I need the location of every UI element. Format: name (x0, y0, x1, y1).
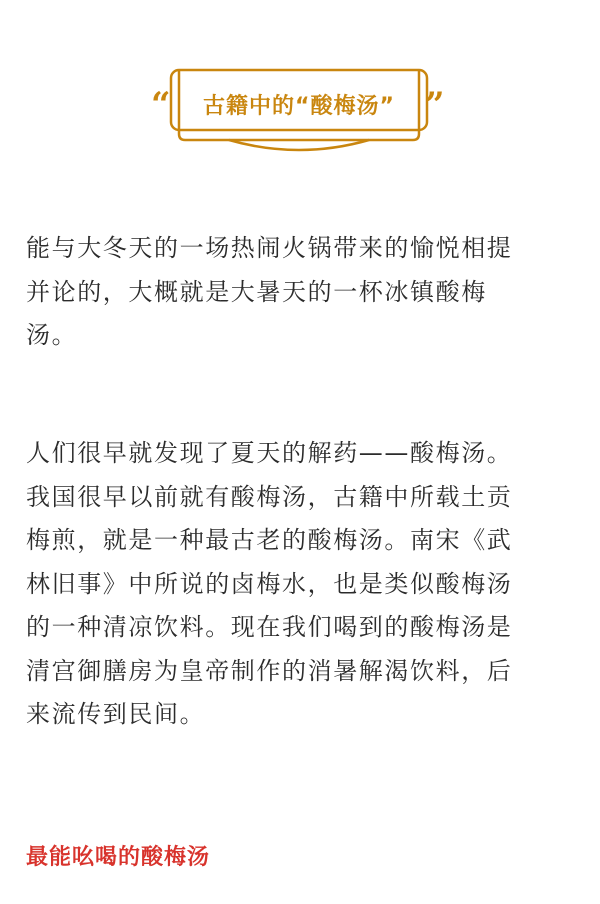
open-quote-icon: “ (151, 85, 171, 125)
section-heading: 最能吆喝的酸梅汤 (26, 845, 211, 870)
close-quote-icon: ” (425, 85, 445, 125)
title-banner (169, 68, 429, 152)
title-text: 古籍中的“酸梅汤” (203, 93, 395, 119)
paragraph-history: 人们很早就发现了夏天的解药——酸梅汤。 我国很早以前就有酸梅汤，古籍中所载土贡 梅煎，就是一种最古老的酸梅汤。南宋《武 林旧事》中所说的卤梅水，也是类似酸梅汤 的一种清凉饮料。现在我们喝到的酸梅汤是 清宫御膳房为皇帝制作的消暑解渴饮料，后 来流传到民间。 (26, 439, 513, 728)
paragraph-intro: 能与大冬天的一场热闹火锅带来的愉悦相提 并论的，大概就是大暑天的一杯冰镇酸梅 汤。 (26, 234, 513, 349)
